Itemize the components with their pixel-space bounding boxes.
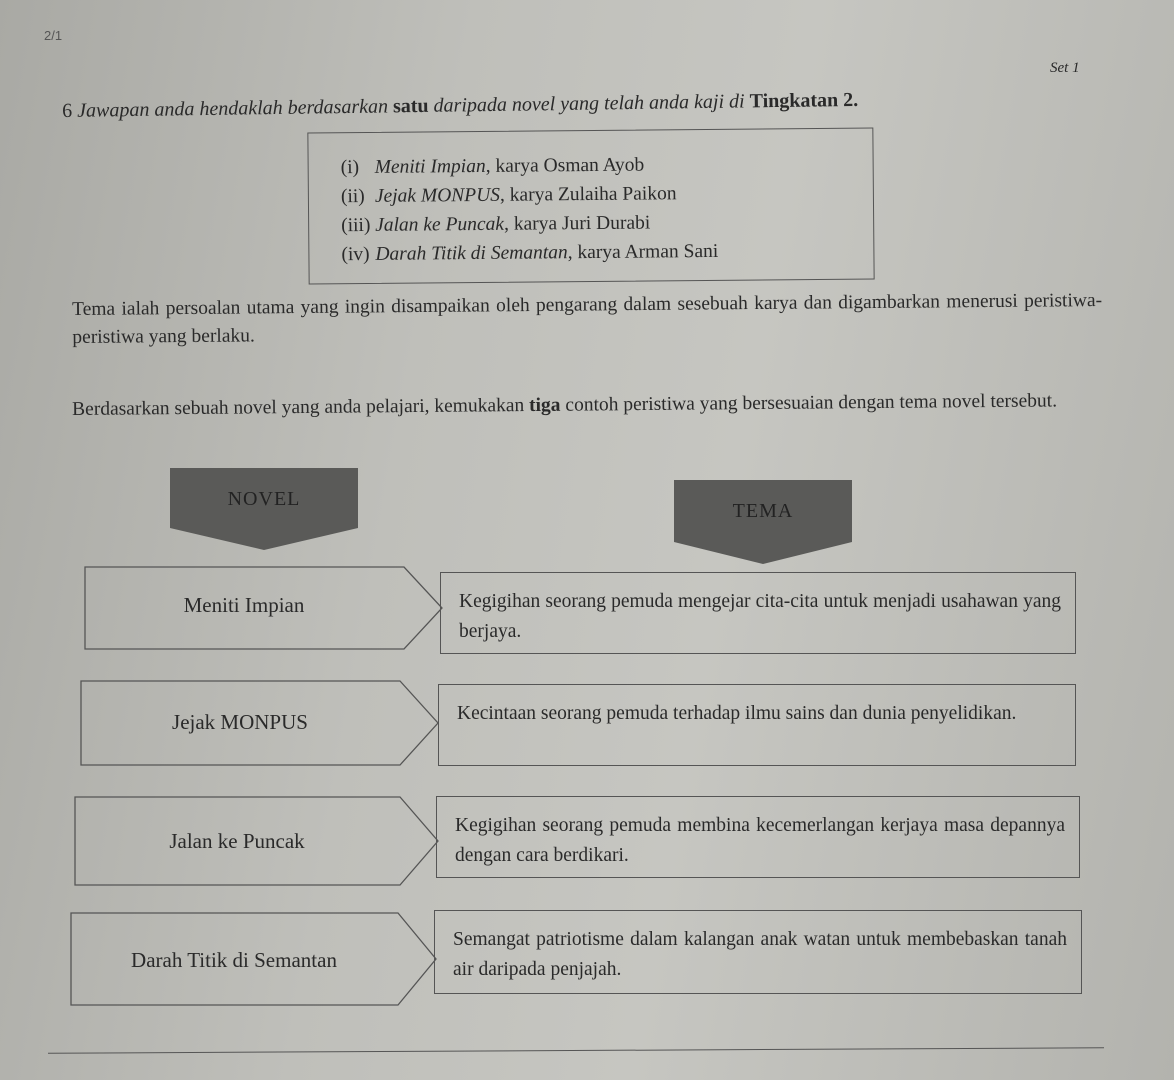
bottom-divider	[48, 1047, 1104, 1054]
question-intro-bold: satu	[392, 94, 429, 118]
tema-box: Kegigihan seorang pemuda membina kecemerlangan kerjaya masa depannya dengan cara berdikari.	[436, 796, 1080, 878]
tema-header	[674, 480, 852, 564]
novel-list-author: , karya Juri Durabi	[503, 212, 651, 235]
novel-arrow-box	[70, 912, 438, 1006]
novel-list-item	[341, 178, 873, 212]
theme-definition: Tema ialah persoalan utama yang ingin disampaikan oleh pengarang dalam sesebuah karya dan digambarkan menerusi peristiwa-peristiwa yang berlaku.	[72, 290, 1103, 348]
tema-header-label: TEMA	[732, 500, 794, 522]
instruction-text	[72, 387, 1102, 424]
novel-list-box	[307, 128, 874, 285]
question-number: 6	[62, 99, 73, 122]
novel-list-title: Darah Titik di Semantan	[375, 242, 568, 265]
novel-header-label: NOVEL	[227, 488, 301, 510]
instruction-part-2: contoh peristiwa yang bersesuaian dengan tema novel tersebut.	[560, 390, 1058, 416]
instruction-bold: tiga	[528, 394, 561, 417]
novel-list-item	[341, 236, 873, 270]
novel-list-num: (iii)	[341, 214, 371, 237]
novel-list-num: (ii)	[340, 185, 365, 208]
novel-list-num: (i)	[340, 157, 360, 179]
tema-box: Kegigihan seorang pemuda mengejar cita-cita untuk menjadi usahawan yang berjaya.	[440, 572, 1076, 654]
novel-list-item	[341, 207, 873, 241]
novel-arrow-box	[80, 680, 440, 766]
novel-list-title: Jalan ke Puncak	[375, 213, 505, 236]
question-intro-text: Jawapan anda hendaklah berdasarkan	[76, 95, 394, 122]
tema-box: Semangat patriotisme dalam kalangan anak watan untuk membebaskan tanah air daripada penjajah.	[434, 910, 1082, 994]
set-label: Set 1	[1050, 60, 1080, 76]
novel-header	[170, 468, 358, 550]
question-intro-level: Tingkatan 2.	[749, 88, 859, 113]
novel-arrow-label: Jalan ke Puncak	[169, 829, 305, 853]
novel-arrow-box	[74, 796, 440, 886]
novel-list-item	[341, 149, 873, 183]
novel-list-author: , karya Arman Sani	[567, 240, 719, 264]
page-number: 2/1	[44, 28, 63, 43]
novel-arrow-label: Jejak MONPUS	[172, 710, 308, 734]
novel-arrow-label: Darah Titik di Semantan	[131, 948, 337, 972]
novel-list-title: Meniti Impian	[374, 155, 486, 178]
novel-list-title: Jejak MONPUS	[374, 184, 501, 207]
instruction-part-1: Berdasarkan sebuah novel yang anda pelajari, kemukakan	[72, 395, 530, 420]
novel-list-author: , karya Zulaiha Paikon	[499, 183, 677, 206]
novel-list-author: , karya Osman Ayob	[485, 154, 645, 177]
novel-arrow-label: Meniti Impian	[183, 593, 305, 617]
novel-arrow-box	[84, 566, 444, 650]
question-intro	[62, 89, 858, 123]
question-intro-text-2: daripada novel yang telah anda kaji di	[428, 90, 750, 117]
tema-box: Kecintaan seorang pemuda terhadap ilmu sains dan dunia penyelidikan.	[438, 684, 1076, 766]
novel-list-num: (iv)	[341, 243, 370, 266]
